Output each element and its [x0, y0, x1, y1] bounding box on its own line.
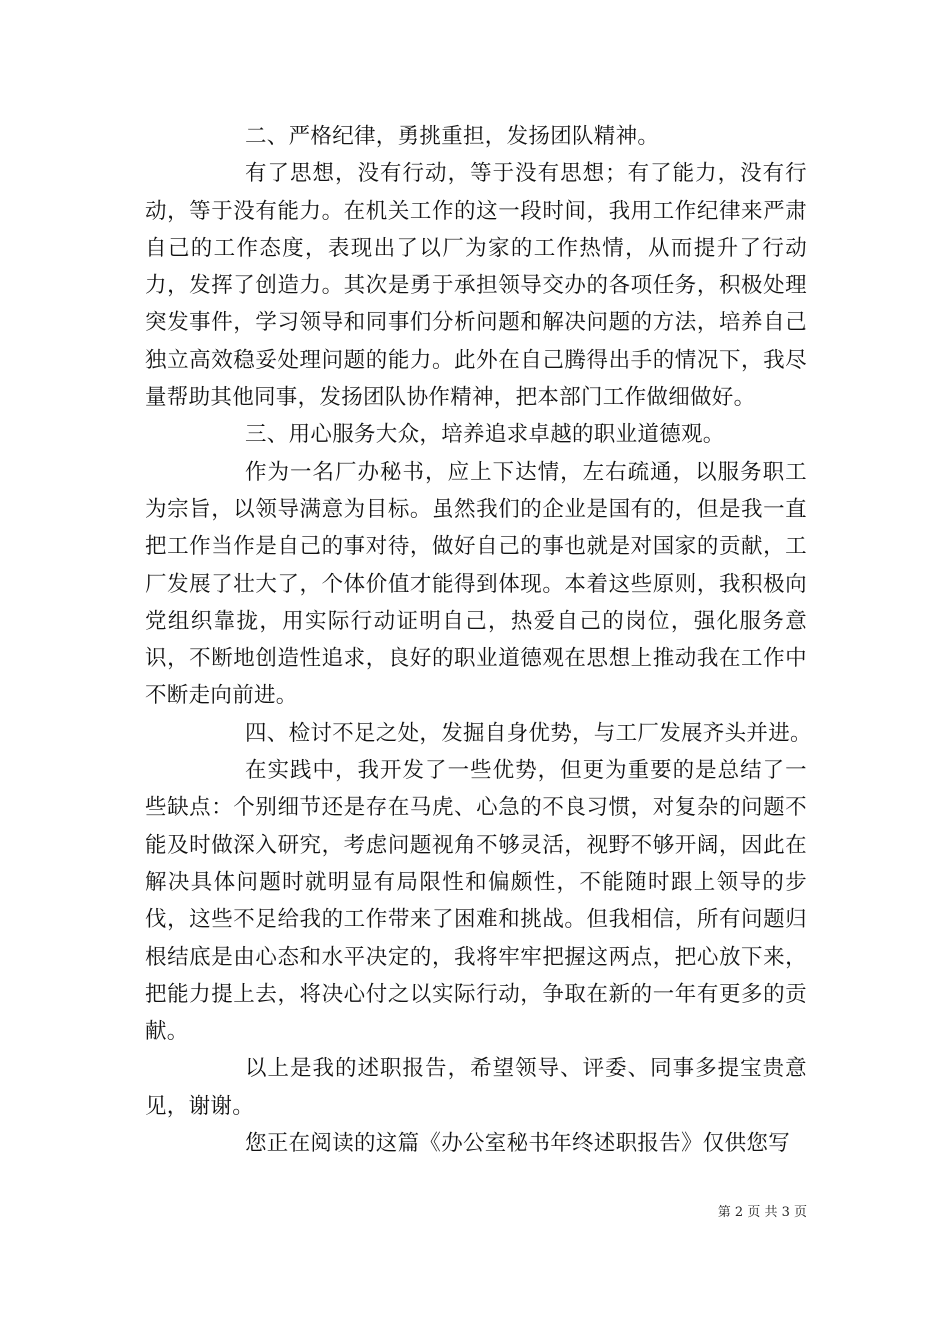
document-body	[145, 118, 812, 1162]
section-heading-service: 三、用心服务大众，培养追求卓越的职业道德观。	[245, 422, 725, 448]
closing-paragraph: 以上是我的述职报告，希望领导、评委、同事多提宝贵意见，谢谢。	[145, 1056, 807, 1119]
page-number: 第 2 页 共 3 页	[717, 1205, 807, 1220]
reading-note: 您正在阅读的这篇《办公室秘书年终述职报告》仅供您写	[245, 1131, 791, 1157]
section-heading-shortcomings: 四、检讨不足之处，发掘自身优势，与工厂发展齐头并进。	[245, 720, 812, 746]
section-heading-discipline: 二、严格纪律，勇挑重担，发扬团队精神。	[245, 124, 660, 149]
section-body-discipline: 有了思想，没有行动，等于没有思想；有了能力，没有行动，等于没有能力。在机关工作的这一段时间，我用工作纪律来严肃自己的工作态度，表现出了以厂为家的工作热情，从而提升了行动力，发挥了创造力。其次是勇于承担领导交办的各项任务，积极处理突发事件，学习领导和同事们分析问题和解决问题的方法，培养自己独立高效稳妥处理问题的能力。此外在自己腾得出手的情况下，我尽量帮助其他同事，发扬团队协作精神，把本部门工作做细做好。	[145, 161, 807, 411]
section-body-service: 作为一名厂办秘书，应上下达情，左右疏通，以服务职工为宗旨，以领导满意为目标。虽然我们的企业是国有的，但是我一直把工作当作是自己的事对待，做好自己的事也就是对国家的贡献，工厂发展了壮大了，个体价值才能得到体现。本着这些原则，我积极向党组织靠拢，用实际行动证明自己，热爱自己的岗位，强化服务意识，不断地创造性追求，良好的职业道德观在思想上推动我在工作中不断走向前进。	[145, 459, 807, 709]
section-body-shortcomings: 在实践中，我开发了一些优势，但更为重要的是总结了一些缺点：个别细节还是存在马虎、心急的不良习惯，对复杂的问题不能及时做深入研究，考虑问题视角不够灵活，视野不够开阔，因此在解决具体问题时就明显有局限性和偏颇性，不能随时跟上领导的步伐，这些不足给我的工作带来了困难和挑战。但我相信，所有问题归根结底是由心态和水平决定的，我将牢牢把握这两点，把心放下来，把能力提上去，将决心付之以实际行动，争取在新的一年有更多的贡献。	[145, 758, 807, 1045]
